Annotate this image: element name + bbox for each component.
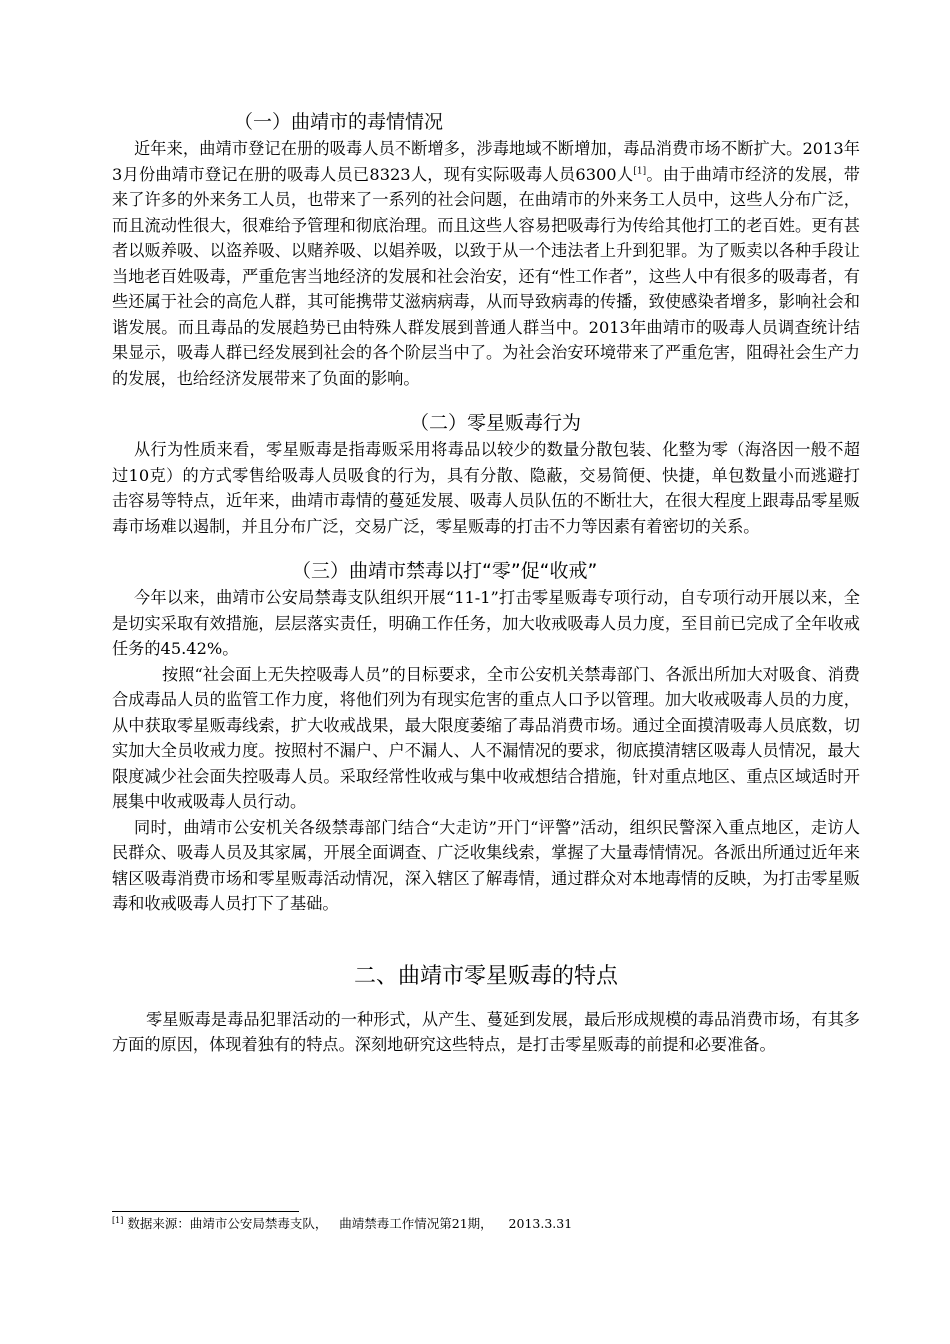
- section1-text-a: 近年来，曲靖市登记在册的吸毒人员不断增多，涉毒地域不断增加，毒品消费市场不断扩大。2013年3月份曲靖市登记在册的吸毒人员已8323人，现有实际吸毒人员6300人: [112, 139, 860, 184]
- section3-paragraph-3: 同时，曲靖市公安机关各级禁毒部门结合“大走访”开门“评警”活动，组织民警深入重点地区，走访人民群众、吸毒人员及其家属，开展全面调查、广泛收集线索，掌握了大量毒情情况。各派出所通过近年来辖区吸毒消费市场和零星贩毒活动情况，深入辖区了解毒情，通过群众对本地毒情的反映，为打击零星贩毒和收戒吸毒人员打下了基础。: [112, 817, 860, 913]
- footnote: [112, 1216, 860, 1232]
- chapter2-heading: 二、曲靖市零星贩毒的特点: [353, 963, 618, 989]
- section1-paragraph: [112, 136, 860, 391]
- footnote-text: 数据来源：曲靖市公安局禁毒支队， 曲靖禁毒工作情况第21期， 2013.3.31: [123, 1216, 573, 1231]
- section2-paragraph: 从行为性质来看，零星贩毒是指毒贩采用将毒品以较少的数量分散包装、化整为零（海洛因一般不超过10克）的方式零售给吸毒人员吸食的行为，具有分散、隐蔽，交易简便、快捷，单包数量小而逃避打击容易等特点，近年来，曲靖市毒情的蔓延发展、吸毒人员队伍的不断壮大，在很大程度上跟毒品零星贩毒市场难以遏制，并且分布广泛，交易广泛，零星贩毒的打击不力等因素有着密切的关系。: [112, 440, 860, 536]
- section3-heading: （三）曲靖市禁毒以打“零”促“收戒”: [292, 560, 598, 582]
- section3-paragraph-1: 今年以来，曲靖市公安局禁毒支队组织开展“11-1”打击零星贩毒专项行动，自专项行动开展以来，全是切实采取有效措施，层层落实责任，明确工作任务，加大收戒吸毒人员力度，至目前已完成了全年收戒任务的45.42%。: [112, 588, 860, 658]
- chapter2-paragraph: 零星贩毒是毒品犯罪活动的一种形式，从产生、蔓延到发展，最后形成规模的毒品消费市场，有其多方面的原因，体现着独有的特点。深刻地研究这些特点，是打击零星贩毒的前提和必要准备。: [112, 1009, 860, 1054]
- document-page: [112, 108, 860, 1058]
- section3-paragraph-2: 按照“社会面上无失控吸毒人员”的目标要求，全市公安机关禁毒部门、各派出所加大对吸食、消费合成毒品人员的监管工作力度，将他们列为有现实危害的重点人口予以管理。加大收戒吸毒人员的力度，从中获取零星贩毒线索，扩大收戒战果，最大限度萎缩了毒品消费市场。通过全面摸清吸毒人员底数，切实加大全员收戒力度。按照村不漏户、户不漏人、人不漏情况的要求，彻底摸清辖区吸毒人员情况，最大限度减少社会面失控吸毒人员。采取经常性收戒与集中收戒想结合措施，针对重点地区、重点区域适时开展集中收戒吸毒人员行动。: [112, 664, 860, 811]
- footnote-marker: [1]: [112, 1215, 124, 1225]
- footnote-separator: [112, 1211, 299, 1212]
- section1-text-b: 。由于曲靖市经济的发展，带来了许多的外来务工人员，也带来了一系列的社会问题，在曲靖市的外来务工人员中，这些人分布广泛，而且流动性很大，很难给予管理和彻底治理。而且这些人容易把吸毒行为传给其他打工的老百姓。更有甚者以贩养吸、以盗养吸、以赌养吸、以娼养吸，以致于从一个违法者上升到犯罪。为了贩卖以各种手段让当地老百姓吸毒，严重危害当地经济的发展和社会治安，还有“性工作者”，这些人中有很多的吸毒者，有些还属于社会的高危人群，其可能携带艾滋病病毒，从而导致病毒的传播，致使感染者增多，影响社会和谐发展。而且毒品的发展趋势已由特殊人群发展到普通人群当中。2013年曲靖市的吸毒人员调查统计结果显示，吸毒人群已经发展到社会的各个阶层当中了。为社会治安环境带来了严重危害，阻碍社会生产力的发展，也给经济发展带来了负面的影响。: [112, 164, 860, 388]
- footnote-reference[interactable]: [1]: [633, 166, 647, 177]
- section2-heading: （二）零星贩毒行为: [410, 412, 582, 434]
- section1-heading: （一）曲靖市的毒情情况: [234, 111, 444, 133]
